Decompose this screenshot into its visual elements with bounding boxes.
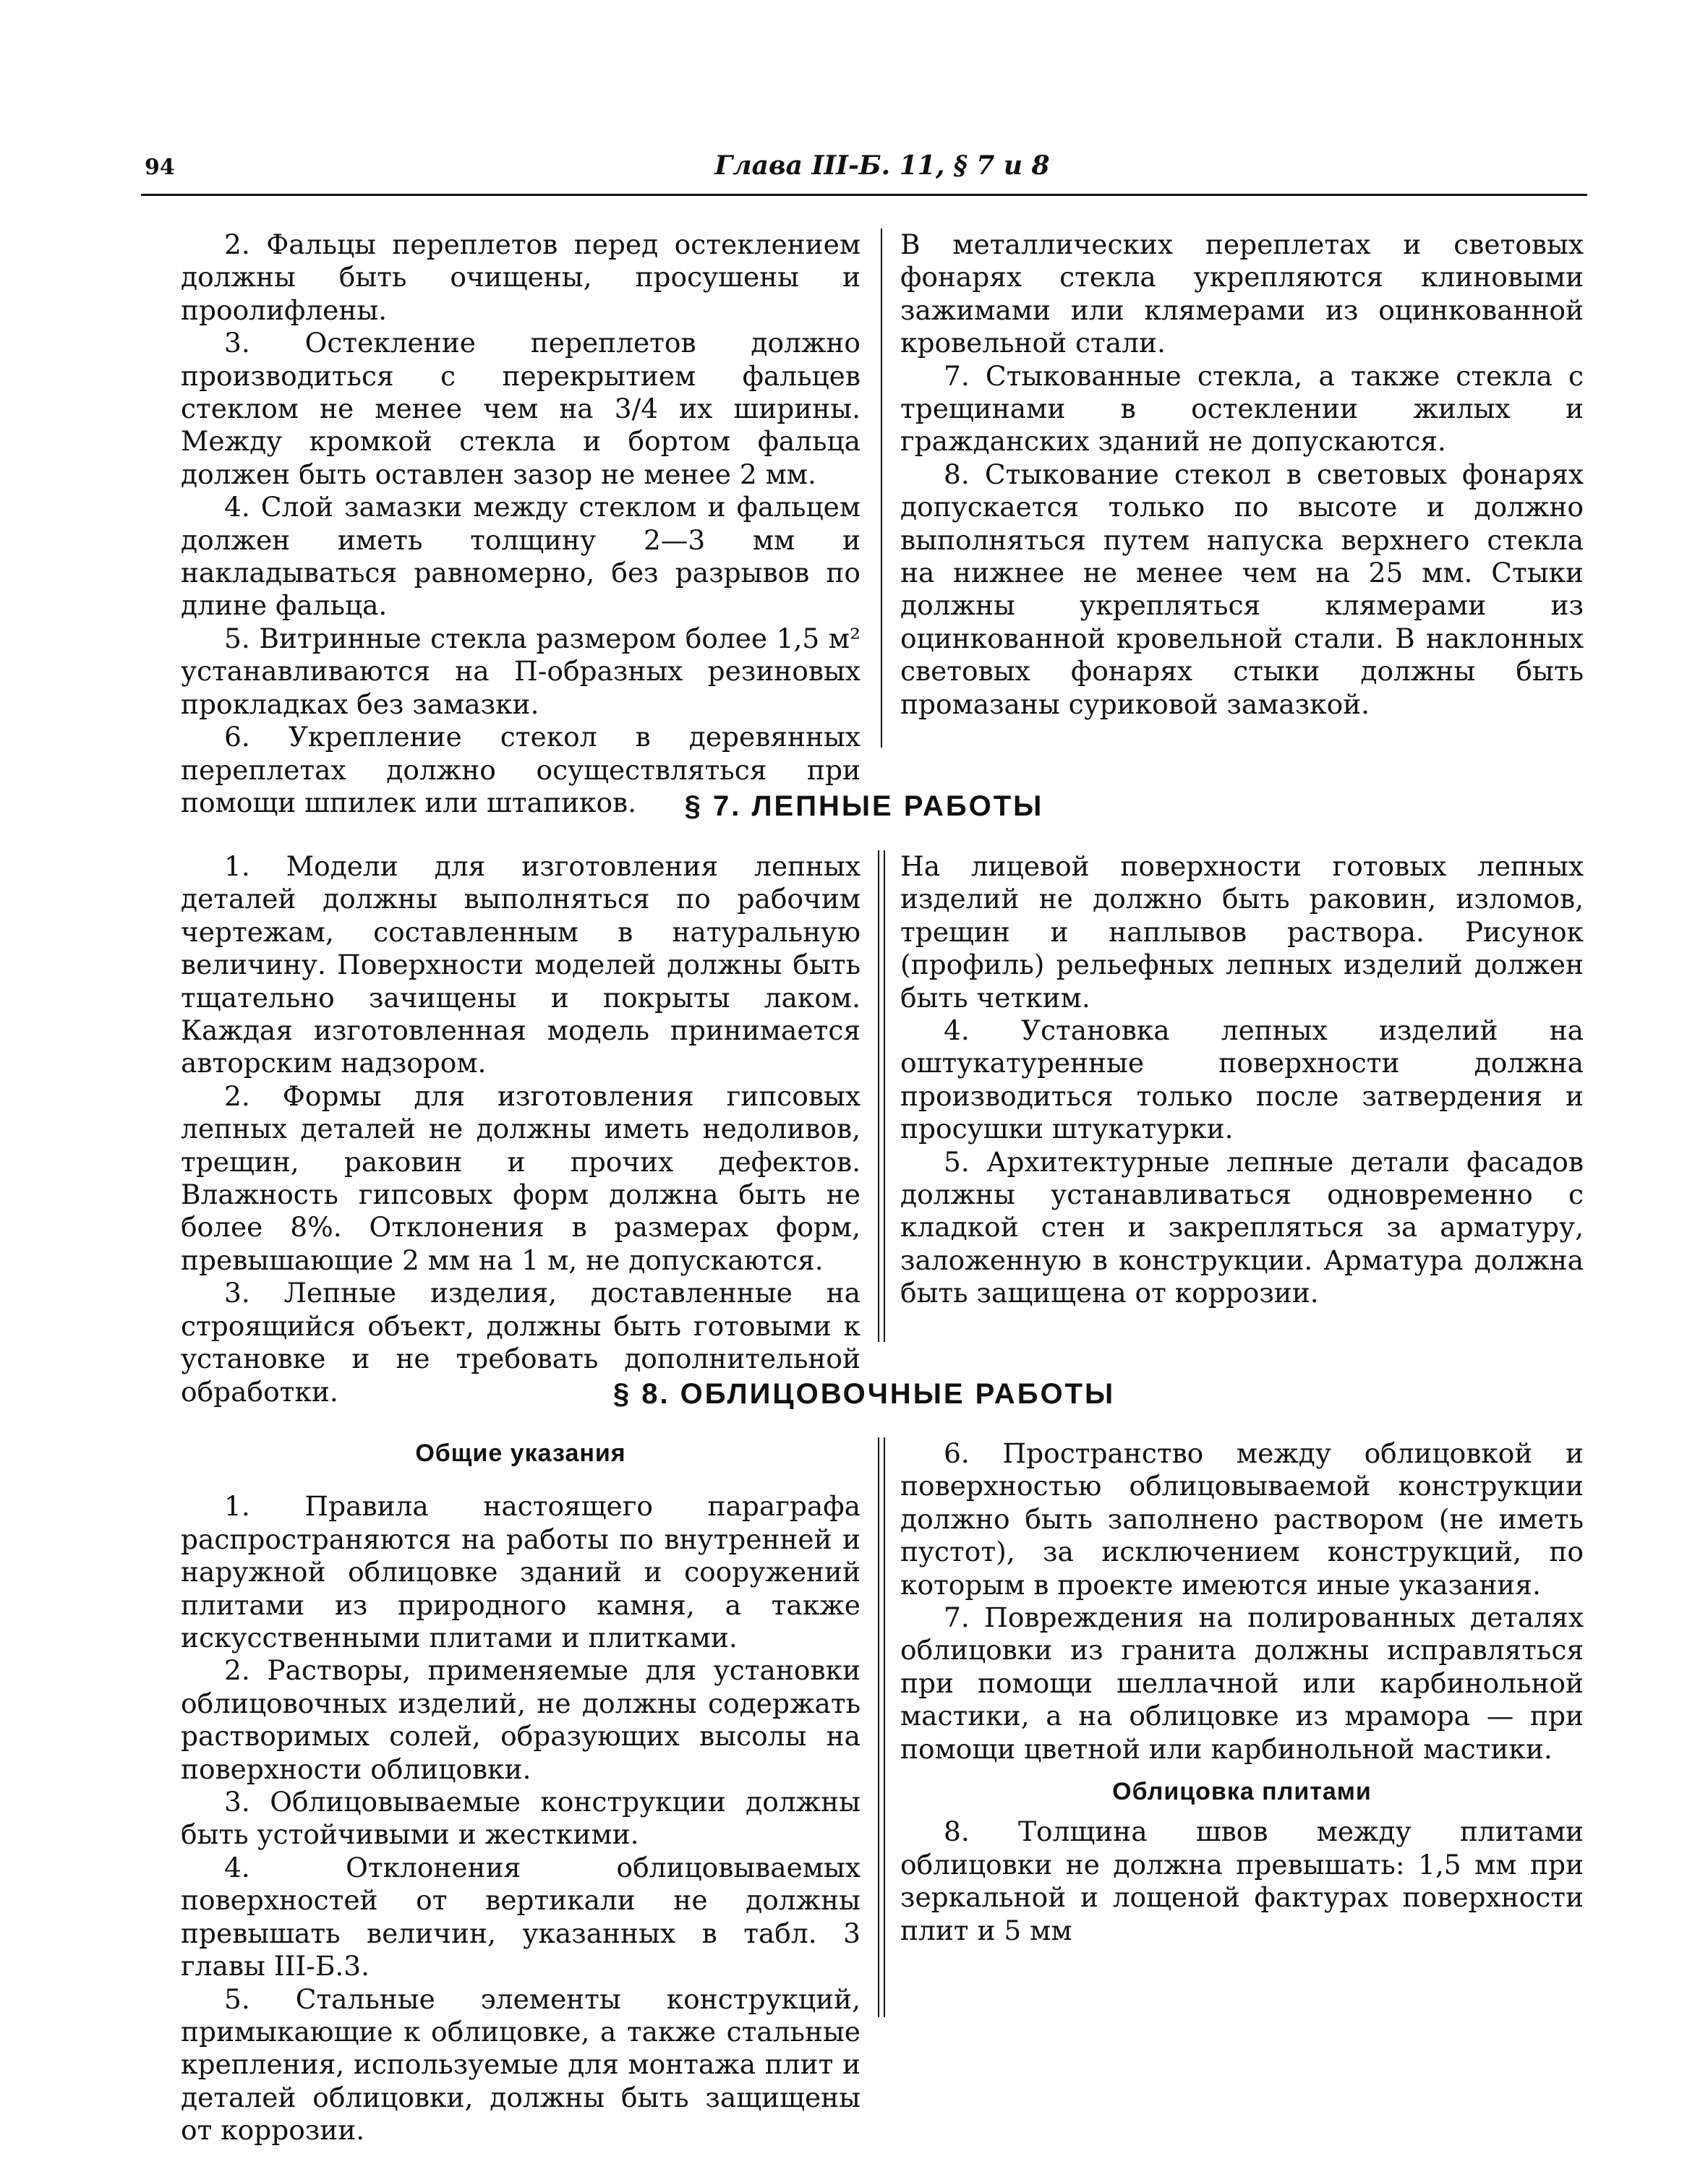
paragraph: 4. Отклонения облицовываемых поверхностей от вертикали не должны превышать величин, указанных в табл. 3 главы III-Б.3. <box>181 1851 861 1983</box>
running-head: Глава III-Б. 11, § 7 и 8 <box>714 150 1050 181</box>
paragraph: В металлических переплетах и световых фонарях стекла укрепляются клиновыми зажимами или клямерами из оцинкованной кровельной стали. <box>900 228 1584 359</box>
paragraph: 5. Стальные элементы конструкций, примыкающие к облицовке, а также стальные крепления, используемые для монтажа плит и деталей облицовки, должны быть защищены от коррозии. <box>181 1983 861 2147</box>
paragraph: На лицевой поверхности готовых лепных изделий не должно быть раковин, изломов, трещин и наплывов раствора. Рисунок (профиль) рельефных лепных изделий должен быть четким. <box>900 850 1584 1014</box>
paragraph: 5. Витринные стекла размером более 1,5 м² устанавливаются на П-образных резиновых прокладках без замазки. <box>181 622 861 720</box>
paragraph: 1. Модели для изготовления лепных деталей должны выполняться по рабочим чертежам, составленным в натуральную величину. Поверхности моделей должны быть тщательно зачищены и покрыты лаком. Каждая изготовленная модель принимается авторским надзором. <box>181 850 861 1079</box>
section-7-title: § 7. ЛЕПНЫЕ РАБОТЫ <box>684 790 1044 822</box>
paragraph: 4. Слой замазки между стеклом и фальцем должен иметь толщину 2—3 мм и накладываться равномерно, без разрывов по длине фальца. <box>181 491 861 622</box>
section-7-left-column <box>181 850 861 1408</box>
section-8-right-column <box>900 1437 1584 1947</box>
paragraph: 1. Правила настоящего параграфа распространяются на работы по внутренней и наружной облицовке зданий и сооружений плитами из природного камня, а также искусственными плитами и плитками. <box>181 1490 861 1654</box>
subheading-plates: Облицовка плитами <box>1112 1778 1372 1806</box>
column-divider <box>881 228 882 748</box>
paragraph: 7. Стыкованные стекла, а также стекла с трещинами в остеклении жилых и гражданских зданий не допускаются. <box>900 359 1584 458</box>
paragraph: 8. Толщина швов между плитами облицовки не должна превышать: 1,5 мм при зеркальной и лощеной фактурах поверхности плит и 5 мм <box>900 1815 1584 1946</box>
section-7-right-column <box>900 850 1584 1310</box>
column-divider <box>878 1437 885 2017</box>
subheading-general: Общие указания <box>415 1440 626 1467</box>
section-8-title: § 8. ОБЛИЦОВОЧНЫЕ РАБОТЫ <box>612 1378 1116 1410</box>
paragraph: 4. Установка лепных изделий на оштукатуренные поверхности должна производиться только после затвердения и просушки штукатурки. <box>900 1014 1584 1145</box>
page-number: 94 <box>145 155 175 180</box>
top-left-column <box>181 228 861 819</box>
paragraph: 2. Растворы, применяемые для установки облицовочных изделий, не должны содержать растворимых солей, образующих высолы на поверхности облицовки. <box>181 1654 861 1785</box>
paragraph: 3. Лепные изделия, доставленные на строящийся объект, должны быть готовыми к установке и не требовать дополнительной обработки. <box>181 1277 861 1408</box>
paragraph: 6. Укрепление стекол в деревянных переплетах должно осуществляться при помощи шпилек или штапиков. <box>181 721 861 818</box>
top-right-column <box>900 228 1584 721</box>
paragraph: 2. Фальцы переплетов перед остеклением должны быть очищены, просушены и проолифлены. <box>181 228 861 326</box>
paragraph: 2. Формы для изготовления гипсовых лепных деталей не должны иметь недоливов, трещин, раковин и прочих дефектов. Влажность гипсовых форм должна быть не более 8%. Отклонения в размерах форм, превышающие 2 мм на 1 м, не допускаются. <box>181 1079 861 1276</box>
paragraph: 7. Повреждения на полированных деталях облицовки из гранита должны исправляться при помощи шеллачной или карбинольной мастики, а на облицовке из мрамора — при помощи цветной или карбинольной мастики. <box>900 1601 1584 1765</box>
header-rule <box>141 194 1587 196</box>
paragraph: 3. Облицовываемые конструкции должны быть устойчивыми и жесткими. <box>181 1786 861 1851</box>
column-divider <box>878 850 885 1342</box>
paragraph: 5. Архитектурные лепные детали фасадов должны устанавливаться одновременно с кладкой стен и закрепляться за арматуру, заложенную в конструкции. Арматура должна быть защищена от коррозии. <box>900 1145 1584 1309</box>
paragraph: 8. Стыкование стекол в световых фонарях допускается только по высоте и должно выполняться путем напуска верхнего стекла на нижнее не менее чем на 25 мм. Стыки должны укрепляться клямерами из оцинкованной кровельной стали. В наклонных световых фонарях стыки должны быть промазаны суриковой замазкой. <box>900 458 1584 720</box>
section-8-left-column <box>181 1437 861 2147</box>
paragraph: 3. Остекление переплетов должно производиться с перекрытием фальцев стеклом не менее чем на 3/4 их ширины. Между кромкой стекла и бортом фальца должен быть оставлен зазор не менее 2 мм. <box>181 327 861 490</box>
paragraph: 6. Пространство между облицовкой и поверхностью облицовываемой конструкции должно быть заполнено раствором (не иметь пустот), за исключением конструкций, по которым в проекте имеются иные указания. <box>900 1437 1584 1601</box>
